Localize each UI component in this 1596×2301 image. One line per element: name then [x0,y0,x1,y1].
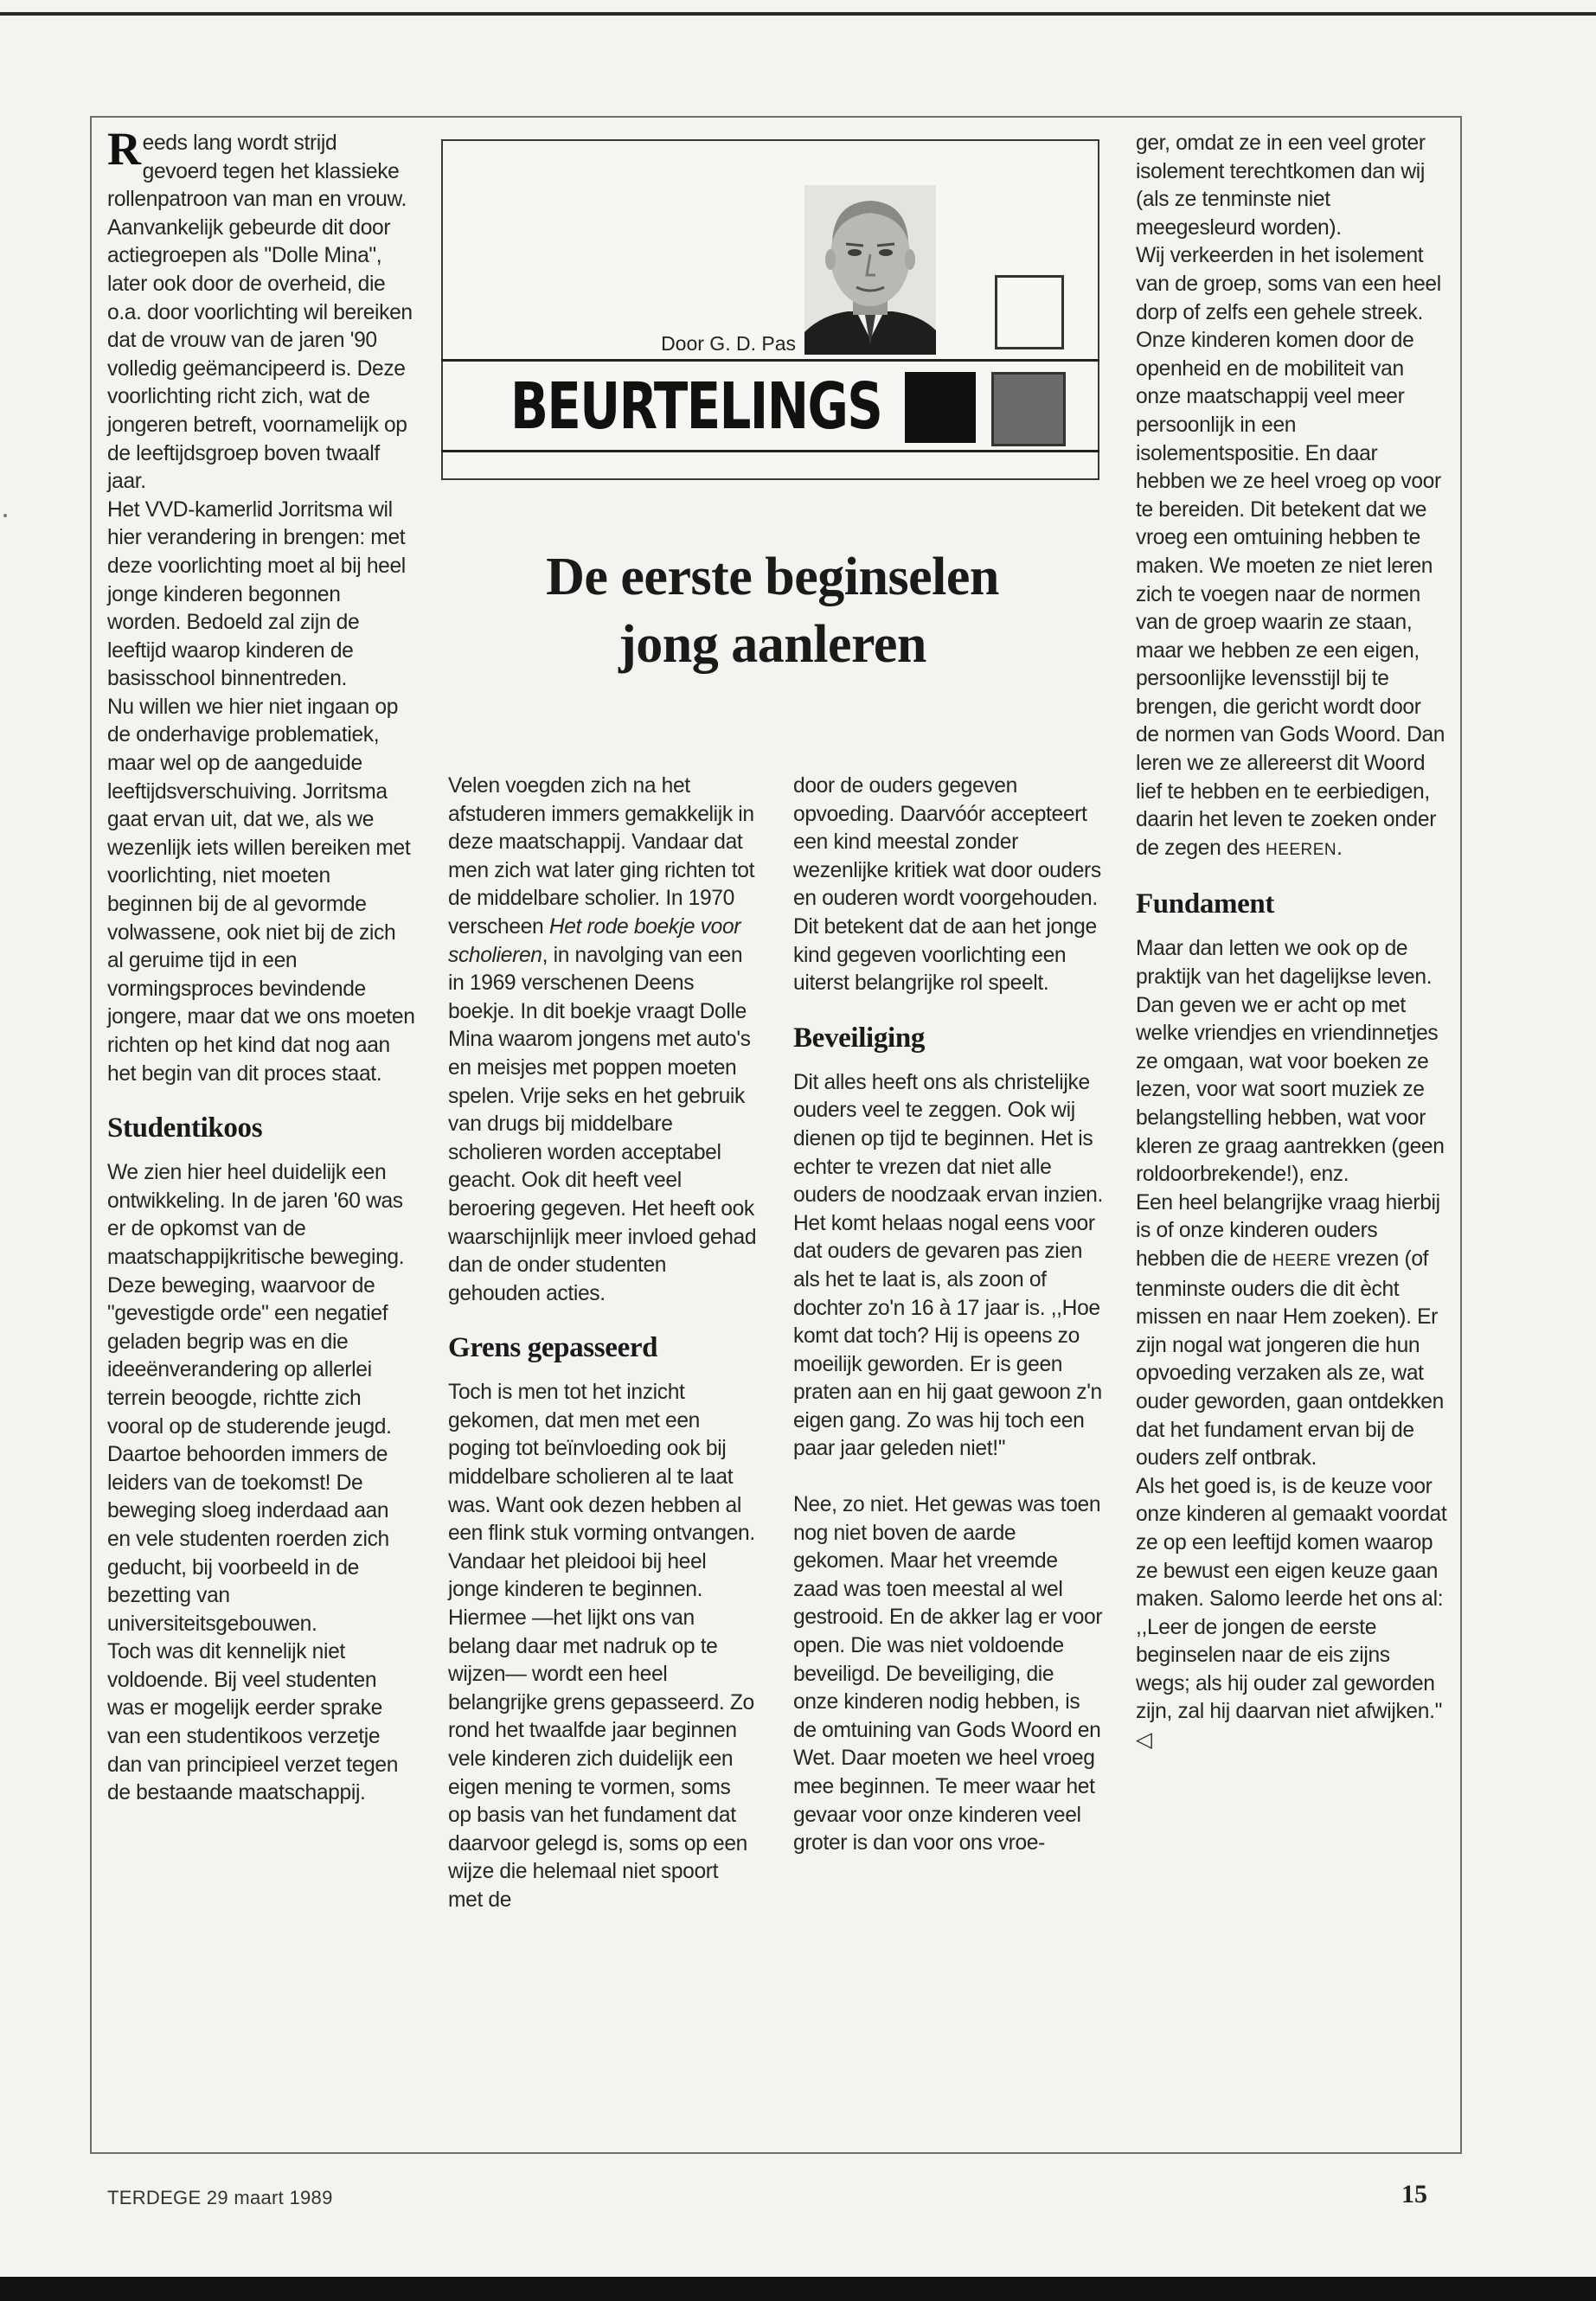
page-number: 15 [1401,2180,1427,2208]
paragraph: Dit alles heeft ons als christelijke ouders veel te zeggen. Ook wij dienen op tijd te beginnen. Het is echter te vrezen dat niet alle ouders de noodzaak ervan inzien. Het komt helaas nogal eens voor dat ouders de gevaren pas zien als het te laat is, als zoon of dochter zo'n 16 à 17 jaar is. ,,Hoe komt dat toch? Hij is opeens zo moeilijk geworden. Er is geen praten aan en hij gaat gewoon z'n eigen gang. Zo was hij toch een paar jaar geleden niet!'' [793,1070,1103,1461]
article-headline [450,543,1095,678]
subheading-grens-gepasseerd: Grens gepasseerd [448,1332,658,1364]
text-run: vrezen (of tenminste ouders die dit ècht missen en naar Hem zoeken). Er zijn nogal wat jongeren die hun opvoeding verzaken als ze, wat ouder geworden, gaan ontdekken dat het fundament ervan bij de ouders zelf ontbrak. [1136,1247,1444,1471]
paragraph: Het VVD-kamerlid Jorritsma wil hier verandering in brengen: met deze voorlichting moet al bij heel jonge kinderen begonnen worden. Bedoeld zal zijn de leeftijd waarop kinderen de basisschool binnentreden. [107,497,406,691]
author-portrait [804,185,936,355]
text-column-2 [448,772,758,1915]
paragraph: Maar dan letten we ook op de praktijk van het dagelijkse leven. Dan geven we er acht op met welke vriendjes en vriendinnetjes ze omgaan, wat voor boeken ze lezen, voor wat soort muziek ze belangstelling hebben, wat voor kleren ze graag aantrekken (geen roldoorbrekende!), enz. [1136,937,1445,1187]
subheading-fundament: Fundament [1136,888,1275,920]
book-title: Het rode boekje voor scholieren [448,914,741,967]
text-run: , in navolging van een in 1969 verschenen Deens boekje. In dit boekje vraagt Dolle Mina waarom jongens met auto's en meisjes met poppen moeten spelen. Vrije seks en het gebruik van drugs bij middelbare scholieren worden acceptabel geacht. Ook dit heeft veel beroering gegeven. Het heeft ook waarschijnlijk meer invloed gehad dan de onder studenten gehouden acties. [448,943,757,1305]
scan-speck [3,514,7,517]
text-column-4 [1136,130,1449,1755]
intro-paragraph [107,123,415,497]
drop-cap: R [107,123,141,175]
banner-square-gray [991,372,1066,446]
banner-square-outline [995,275,1064,349]
banner-square-black [905,372,976,443]
paragraph: Nee, zo niet. Het gewas was toen nog niet boven de aarde gekomen. Maar het vreemde zaad was toen meestal al wel gestrooid. En de akker lag er voor open. Die was niet voldoende beveiligd. De beveiliging, die onze kinderen nodig hebben, is de omtuining van Gods Woord en Wet. Daar moeten we heel vroeg mee beginnen. Te meer waar het gevaar voor onze kinderen veel groter is dan voor ons vroe- [793,1493,1103,1856]
paragraph [1136,1189,1449,1473]
page-top-edge [0,12,1596,16]
banner-rule-top [441,359,1099,362]
paragraph-gap [793,1464,1103,1491]
author-portrait-image [804,185,936,355]
paragraph [448,772,758,1308]
subheading-studentikoos: Studentikoos [107,1112,263,1144]
paragraph: Toch was dit kennelijk niet voldoende. Bij veel studenten was er mogelijk eerder sprake van een studentikoos verzetje dan van principieel verzet tegen de bestaande maatschappij. [107,1640,399,1805]
subheading-beveiliging: Beveiliging [793,1022,925,1054]
paragraph: door de ouders gegeven opvoeding. Daarvóór accepteert een kind meestal zonder wezenlijke kritiek wat door ouders en ouderen wordt voorgehouden. Dit betekent dat de aan het jonge kind gegeven voorlichting een uiterst belangrijke rol speelt. [793,774,1101,996]
paragraph: Toch is men tot het inzicht gekomen, dat men met een poging tot beïnvloeding ook bij middelbare scholieren al te laat was. Want ook dezen hebben al een flink stuk vorming ontvangen. Vandaar het pleidooi bij heel jonge kinderen te beginnen. [448,1381,755,1602]
banner-rule-bottom [441,450,1099,452]
small-caps-heeren: HEEREN [1265,840,1337,859]
byline: Door G. D. Pas [661,332,796,355]
paragraph: Als het goed is, is de keuze voor onze kinderen al gemaakt voordat ze op een leeftijd komen waarop ze bewust een eigen keuze gaan maken. Salomo leerde het ons al: ,,Leer de jongen de eerste beginselen naar de eis zijns wegs; als hij ouder zal geworden zijn, zal hij daarvan niet afwijken.'' ◁ [1136,1474,1447,1753]
text-column-1 [107,123,415,1808]
intro-text: eeds lang wordt strijd gevoerd tegen het klassieke rollenpatroon van man en vrouw. Aanvankelijk gebeurde dit door actiegroepen als "Dolle Mina", later ook door de overheid, die o.a. door voorlichting wil bereiken dat de vrouw van de jaren '90 volledig geëmancipeerd is. Deze voorlichting richt zich, wat de jongeren betreft, voornamelijk op de leeftijdsgroep boven twaalf jaar. [107,131,413,494]
text-run: Velen voegden zich na het afstuderen immers gemakkelijk in deze maatschappij. Vandaar dat men zich wat later ging richten tot de middelbare scholier. In 1970 verscheen [448,774,755,939]
paragraph: Hiermee —het lijkt ons van belang daar met nadruk op te wijzen— wordt een heel belangrijke grens gepasseerd. Zo rond het twaalfde jaar beginnen vele kinderen zich duidelijk een eigen mening te vormen, soms op basis van het fundament dat daarvoor gelegd is, soms op een wijze die helemaal niet spoort met de [448,1606,754,1912]
paragraph: We zien hier heel duidelijk een ontwikkeling. In de jaren '60 was er de opkomst van de maatschappijkritische beweging. Deze beweging, waarvoor de "gevestigde orde" een negatief geladen begrip was en die ideeënverandering op allerlei terrein beoogde, richtte zich vooral op de studerende jeugd. Daartoe behoorden immers de leiders van de toekomst! De beweging sloeg inderdaad aan en vele studenten roerden zich geducht, bij voorbeeld in de bezetting van universiteitsgebouwen. [107,1161,405,1636]
text-run: Wij verkeerden in het isolement van de groep, soms van een heel dorp of zelfs een gehele streek. Onze kinderen komen door de openheid en de mobiliteit van onze maatschappij veel meer persoonlijk in een isolementspositie. En daar hebben we ze heel vroeg op voor te bereiden. Dit betekent dat we vroeg een omtuining hebben te maken. We moeten ze niet leren zich te voegen naar de normen van de groep waarin ze staan, maar we hebben ze een eigen, persoonlijke levensstijl bij te brengen, die gericht wordt door de normen van Gods Woord. Dan leren we ze allereerst dit Woord lief te hebben en te eerbiedigen, daarin het leven te zoeken onder de zegen des [1136,244,1445,860]
headline-line-1: De eerste beginselen [546,548,999,606]
small-caps-heere: HEERE [1272,1251,1331,1270]
paragraph [1136,242,1449,864]
paragraph: ger, omdat ze in een veel groter isolement terechtkomen dan wij (als ze tenminste niet meegesleurd worden). [1136,131,1426,240]
headline-line-2: jong aanleren [619,615,926,674]
publication-footer: TERDEGE 29 maart 1989 [107,2187,333,2208]
text-run: . [1336,836,1343,860]
column-title: BEURTELINGS [510,369,882,444]
text-run: Een heel belangrijke vraag hierbij is of onze kinderen ouders hebben die de [1136,1190,1440,1271]
text-column-3 [793,772,1103,1858]
paragraph: Nu willen we hier niet ingaan op de onderhavige problematiek, maar wel op de aangeduide leeftijdsverschuiving. Jorritsma gaat ervan uit, dat we, als we wezenlijk iets willen bereiken met voorlichting, niet moeten beginnen bij de al gevormde volwassene, ook niet bij de zich al geruime tijd in een vormingsproces bevindende jongere, maar dat we ons moeten richten op het kind dat nog aan het begin van dit proces staat. [107,695,415,1086]
page-bottom-edge [0,2277,1596,2301]
